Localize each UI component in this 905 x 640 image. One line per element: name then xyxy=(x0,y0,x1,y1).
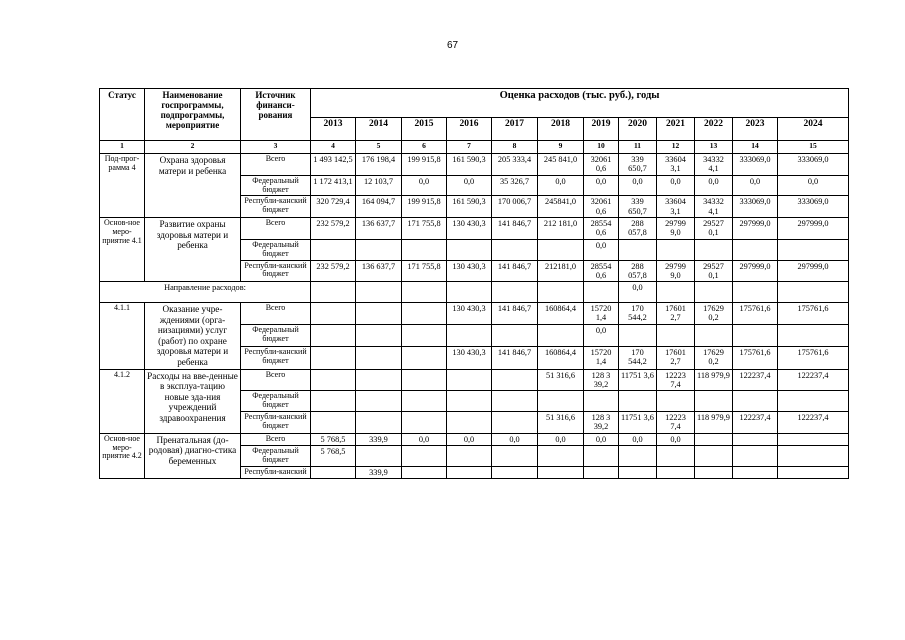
value-cell: 136 637,7 xyxy=(356,260,402,282)
value-cell xyxy=(356,239,402,260)
value-cell xyxy=(657,391,695,412)
funding-source: Федеральный бюджет xyxy=(241,391,311,412)
value-cell: 118 979,9 xyxy=(695,412,733,434)
value-cell: 0,0 xyxy=(619,282,657,303)
value-cell: 160864,4 xyxy=(538,347,584,369)
value-cell xyxy=(492,282,538,303)
value-cell xyxy=(538,445,584,466)
value-cell: 32061 0,6 xyxy=(584,154,619,176)
header-estimate: Оценка расходов (тыс. руб.), годы xyxy=(311,89,849,118)
funding-source: Всего xyxy=(241,218,311,240)
value-cell: 0,0 xyxy=(584,239,619,260)
value-cell xyxy=(447,391,492,412)
value-cell xyxy=(492,466,538,478)
row-status: 4.1.1 xyxy=(100,303,145,369)
value-cell xyxy=(778,466,849,478)
value-cell: 130 430,3 xyxy=(447,218,492,240)
value-cell xyxy=(402,445,447,466)
value-cell xyxy=(356,391,402,412)
value-cell xyxy=(311,466,356,478)
value-cell xyxy=(619,391,657,412)
value-cell xyxy=(657,239,695,260)
value-cell xyxy=(447,282,492,303)
value-cell: 339 650,7 xyxy=(619,154,657,176)
value-cell xyxy=(492,412,538,434)
value-cell: 288 057,8 xyxy=(619,218,657,240)
value-cell: 28554 0,6 xyxy=(584,218,619,240)
value-cell xyxy=(311,239,356,260)
value-cell: 333069,0 xyxy=(733,154,778,176)
column-number: 12 xyxy=(657,141,695,154)
funding-source: Федеральный бюджет xyxy=(241,325,311,347)
value-cell: 175761,6 xyxy=(778,347,849,369)
value-cell xyxy=(584,282,619,303)
value-cell: 28554 0,6 xyxy=(584,260,619,282)
value-cell: 34332 4,1 xyxy=(695,196,733,218)
value-cell: 5 768,5 xyxy=(311,433,356,445)
direction-row xyxy=(100,282,849,303)
value-cell: 212 181,0 xyxy=(538,218,584,240)
year-header: 2021 xyxy=(657,118,695,141)
value-cell xyxy=(447,412,492,434)
funding-source: Республи-канский бюджет xyxy=(241,260,311,282)
value-cell: 0,0 xyxy=(778,175,849,196)
value-cell: 0,0 xyxy=(584,175,619,196)
value-cell: 176 198,4 xyxy=(356,154,402,176)
value-cell xyxy=(538,239,584,260)
value-cell xyxy=(538,282,584,303)
value-cell: 11751 3,6 xyxy=(619,412,657,434)
value-cell: 0,0 xyxy=(733,175,778,196)
value-cell: 130 430,3 xyxy=(447,347,492,369)
table-row xyxy=(100,303,849,325)
value-cell: 141 846,7 xyxy=(492,218,538,240)
value-cell: 297999,0 xyxy=(778,218,849,240)
value-cell: 0,0 xyxy=(657,433,695,445)
value-cell xyxy=(311,412,356,434)
value-cell: 33604 3,1 xyxy=(657,154,695,176)
value-cell: 212181,0 xyxy=(538,260,584,282)
value-cell xyxy=(695,445,733,466)
value-cell: 51 316,6 xyxy=(538,369,584,391)
row-name: Пренатальная (до-родовая) диагно-стика беременных xyxy=(145,433,241,478)
value-cell: 288 057,8 xyxy=(619,260,657,282)
value-cell: 0,0 xyxy=(447,175,492,196)
year-header: 2016 xyxy=(447,118,492,141)
value-cell xyxy=(447,466,492,478)
value-cell xyxy=(356,369,402,391)
value-cell: 141 846,7 xyxy=(492,260,538,282)
value-cell: 245841,0 xyxy=(538,196,584,218)
column-number: 11 xyxy=(619,141,657,154)
value-cell: 0,0 xyxy=(447,433,492,445)
column-number: 6 xyxy=(402,141,447,154)
value-cell xyxy=(584,445,619,466)
year-header: 2018 xyxy=(538,118,584,141)
value-cell xyxy=(447,239,492,260)
value-cell xyxy=(492,325,538,347)
value-cell: 339 650,7 xyxy=(619,196,657,218)
funding-source: Республи-канский бюджет xyxy=(241,196,311,218)
value-cell xyxy=(402,391,447,412)
funding-source: Федеральный бюджет xyxy=(241,445,311,466)
funding-source: Республи-канский бюджет xyxy=(241,412,311,434)
funding-source: Федеральный бюджет xyxy=(241,239,311,260)
value-cell: 12223 7,4 xyxy=(657,369,695,391)
value-cell xyxy=(778,445,849,466)
value-cell: 15720 1,4 xyxy=(584,303,619,325)
value-cell xyxy=(447,369,492,391)
year-header: 2024 xyxy=(778,118,849,141)
value-cell: 33604 3,1 xyxy=(657,196,695,218)
row-name: Развитие охраны здоровья матери и ребенка xyxy=(145,218,241,282)
value-cell: 17629 0,2 xyxy=(695,303,733,325)
funding-source: Федеральный бюджет xyxy=(241,175,311,196)
value-cell: 17601 2,7 xyxy=(657,347,695,369)
table-row xyxy=(100,154,849,176)
value-cell: 0,0 xyxy=(492,433,538,445)
value-cell: 171 755,8 xyxy=(402,218,447,240)
column-number: 3 xyxy=(241,141,311,154)
value-cell xyxy=(733,445,778,466)
value-cell: 51 316,6 xyxy=(538,412,584,434)
value-cell xyxy=(733,282,778,303)
year-header: 2022 xyxy=(695,118,733,141)
column-number: 9 xyxy=(538,141,584,154)
value-cell: 11751 3,6 xyxy=(619,369,657,391)
value-cell: 12 103,7 xyxy=(356,175,402,196)
value-cell: 0,0 xyxy=(695,175,733,196)
value-cell: 29527 0,1 xyxy=(695,260,733,282)
value-cell xyxy=(492,445,538,466)
value-cell: 128 3 39,2 xyxy=(584,412,619,434)
value-cell xyxy=(311,369,356,391)
value-cell xyxy=(584,391,619,412)
value-cell: 17629 0,2 xyxy=(695,347,733,369)
value-cell xyxy=(778,325,849,347)
row-status: Под-прог-рамма 4 xyxy=(100,154,145,218)
value-cell xyxy=(402,325,447,347)
page-number: 67 xyxy=(446,40,459,51)
value-cell: 175761,6 xyxy=(778,303,849,325)
value-cell: 0,0 xyxy=(538,175,584,196)
value-cell: 170 544,2 xyxy=(619,303,657,325)
header-status: Статус xyxy=(100,89,145,141)
value-cell: 297999,0 xyxy=(733,260,778,282)
funding-source: Всего xyxy=(241,369,311,391)
value-cell: 128 3 39,2 xyxy=(584,369,619,391)
value-cell: 161 590,3 xyxy=(447,196,492,218)
value-cell: 199 915,8 xyxy=(402,196,447,218)
row-name: Охрана здоровья матери и ребенка xyxy=(145,154,241,218)
value-cell xyxy=(657,445,695,466)
value-cell xyxy=(447,325,492,347)
year-header: 2015 xyxy=(402,118,447,141)
value-cell: 141 846,7 xyxy=(492,347,538,369)
column-number: 8 xyxy=(492,141,538,154)
value-cell: 160864,4 xyxy=(538,303,584,325)
value-cell: 333069,0 xyxy=(733,196,778,218)
value-cell: 0,0 xyxy=(402,433,447,445)
row-status: Основ-ное меро-приятие 4.2 xyxy=(100,433,145,478)
value-cell: 136 637,7 xyxy=(356,218,402,240)
value-cell xyxy=(492,239,538,260)
value-cell: 232 579,2 xyxy=(311,218,356,240)
value-cell xyxy=(356,412,402,434)
value-cell: 0,0 xyxy=(402,175,447,196)
value-cell: 297999,0 xyxy=(733,218,778,240)
value-cell: 171 755,8 xyxy=(402,260,447,282)
table-body xyxy=(100,154,849,479)
value-cell xyxy=(657,282,695,303)
value-cell xyxy=(402,239,447,260)
funding-source: Республи-канский xyxy=(241,466,311,478)
budget-table xyxy=(99,88,849,479)
column-numbers-row xyxy=(100,141,849,154)
value-cell: 35 326,7 xyxy=(492,175,538,196)
row-name: Оказание учре-ждениями (орга-низациями) услуг (работ) по охране здоровья матери и ребенка xyxy=(145,303,241,369)
direction-label: Направление расходов: xyxy=(100,282,311,303)
value-cell xyxy=(356,347,402,369)
value-cell: 0,0 xyxy=(657,175,695,196)
funding-source: Всего xyxy=(241,303,311,325)
value-cell: 339,9 xyxy=(356,433,402,445)
value-cell: 205 333,4 xyxy=(492,154,538,176)
value-cell xyxy=(619,445,657,466)
value-cell xyxy=(733,466,778,478)
year-header: 2023 xyxy=(733,118,778,141)
value-cell: 339,9 xyxy=(356,466,402,478)
value-cell: 0,0 xyxy=(538,433,584,445)
funding-source: Республи-канский бюджет xyxy=(241,347,311,369)
column-number: 1 xyxy=(100,141,145,154)
column-number: 14 xyxy=(733,141,778,154)
value-cell: 170 006,7 xyxy=(492,196,538,218)
value-cell: 1 172 413,1 xyxy=(311,175,356,196)
value-cell: 175761,6 xyxy=(733,303,778,325)
column-number: 4 xyxy=(311,141,356,154)
value-cell: 175761,6 xyxy=(733,347,778,369)
row-name: Расходы на вве-денные в эксплуа-тацию новые зда-ния учреждений здравоохранения xyxy=(145,369,241,433)
value-cell: 122237,4 xyxy=(778,369,849,391)
column-number: 10 xyxy=(584,141,619,154)
value-cell xyxy=(695,466,733,478)
value-cell xyxy=(538,466,584,478)
value-cell xyxy=(402,347,447,369)
value-cell xyxy=(778,391,849,412)
column-number: 7 xyxy=(447,141,492,154)
table-row xyxy=(100,218,849,240)
year-header: 2017 xyxy=(492,118,538,141)
header-name: Наименование госпрограммы, подпрограммы, мероприятие xyxy=(145,89,241,141)
value-cell: 122237,4 xyxy=(778,412,849,434)
value-cell xyxy=(538,325,584,347)
value-cell: 199 915,8 xyxy=(402,154,447,176)
value-cell xyxy=(402,369,447,391)
value-cell xyxy=(356,325,402,347)
value-cell: 161 590,3 xyxy=(447,154,492,176)
value-cell: 32061 0,6 xyxy=(584,196,619,218)
column-number: 13 xyxy=(695,141,733,154)
value-cell xyxy=(778,239,849,260)
year-header: 2013 xyxy=(311,118,356,141)
value-cell: 0,0 xyxy=(584,433,619,445)
value-cell xyxy=(695,282,733,303)
value-cell xyxy=(402,412,447,434)
value-cell: 170 544,2 xyxy=(619,347,657,369)
value-cell: 5 768,5 xyxy=(311,445,356,466)
value-cell xyxy=(619,325,657,347)
value-cell xyxy=(778,282,849,303)
value-cell: 17601 2,7 xyxy=(657,303,695,325)
value-cell xyxy=(733,433,778,445)
value-cell: 29799 9,0 xyxy=(657,260,695,282)
value-cell xyxy=(619,466,657,478)
value-cell: 0,0 xyxy=(619,433,657,445)
value-cell xyxy=(402,282,447,303)
value-cell: 232 579,2 xyxy=(311,260,356,282)
value-cell: 122237,4 xyxy=(733,412,778,434)
value-cell xyxy=(492,369,538,391)
row-status: Основ-ное меро-приятие 4.1 xyxy=(100,218,145,282)
value-cell: 34332 4,1 xyxy=(695,154,733,176)
value-cell xyxy=(695,325,733,347)
value-cell xyxy=(695,391,733,412)
value-cell xyxy=(311,391,356,412)
value-cell xyxy=(311,303,356,325)
value-cell xyxy=(356,445,402,466)
value-cell xyxy=(695,433,733,445)
value-cell: 333069,0 xyxy=(778,196,849,218)
value-cell: 333069,0 xyxy=(778,154,849,176)
value-cell xyxy=(657,466,695,478)
table-row xyxy=(100,433,849,445)
value-cell xyxy=(538,391,584,412)
value-cell xyxy=(356,303,402,325)
value-cell xyxy=(733,325,778,347)
value-cell: 122237,4 xyxy=(733,369,778,391)
table-row xyxy=(100,369,849,391)
value-cell: 29799 9,0 xyxy=(657,218,695,240)
value-cell xyxy=(733,239,778,260)
value-cell xyxy=(657,325,695,347)
funding-source: Всего xyxy=(241,154,311,176)
value-cell xyxy=(695,239,733,260)
year-header: 2014 xyxy=(356,118,402,141)
value-cell xyxy=(311,282,356,303)
value-cell xyxy=(402,303,447,325)
value-cell xyxy=(311,325,356,347)
value-cell: 164 094,7 xyxy=(356,196,402,218)
value-cell: 0,0 xyxy=(619,175,657,196)
value-cell: 15720 1,4 xyxy=(584,347,619,369)
value-cell: 29527 0,1 xyxy=(695,218,733,240)
value-cell: 0,0 xyxy=(584,325,619,347)
value-cell: 141 846,7 xyxy=(492,303,538,325)
column-number: 5 xyxy=(356,141,402,154)
value-cell xyxy=(356,282,402,303)
value-cell xyxy=(733,391,778,412)
value-cell xyxy=(619,239,657,260)
value-cell: 297999,0 xyxy=(778,260,849,282)
column-number: 15 xyxy=(778,141,849,154)
value-cell xyxy=(778,433,849,445)
value-cell: 12223 7,4 xyxy=(657,412,695,434)
column-number: 2 xyxy=(145,141,241,154)
value-cell xyxy=(584,466,619,478)
value-cell xyxy=(311,347,356,369)
value-cell: 118 979,9 xyxy=(695,369,733,391)
value-cell: 245 841,0 xyxy=(538,154,584,176)
year-header: 2020 xyxy=(619,118,657,141)
value-cell xyxy=(447,445,492,466)
value-cell: 1 493 142,5 xyxy=(311,154,356,176)
row-status: 4.1.2 xyxy=(100,369,145,433)
value-cell: 130 430,3 xyxy=(447,303,492,325)
value-cell: 130 430,3 xyxy=(447,260,492,282)
header-source: Источник финанси-рования xyxy=(241,89,311,141)
value-cell xyxy=(492,391,538,412)
funding-source: Всего xyxy=(241,433,311,445)
value-cell xyxy=(402,466,447,478)
year-header: 2019 xyxy=(584,118,619,141)
value-cell: 320 729,4 xyxy=(311,196,356,218)
